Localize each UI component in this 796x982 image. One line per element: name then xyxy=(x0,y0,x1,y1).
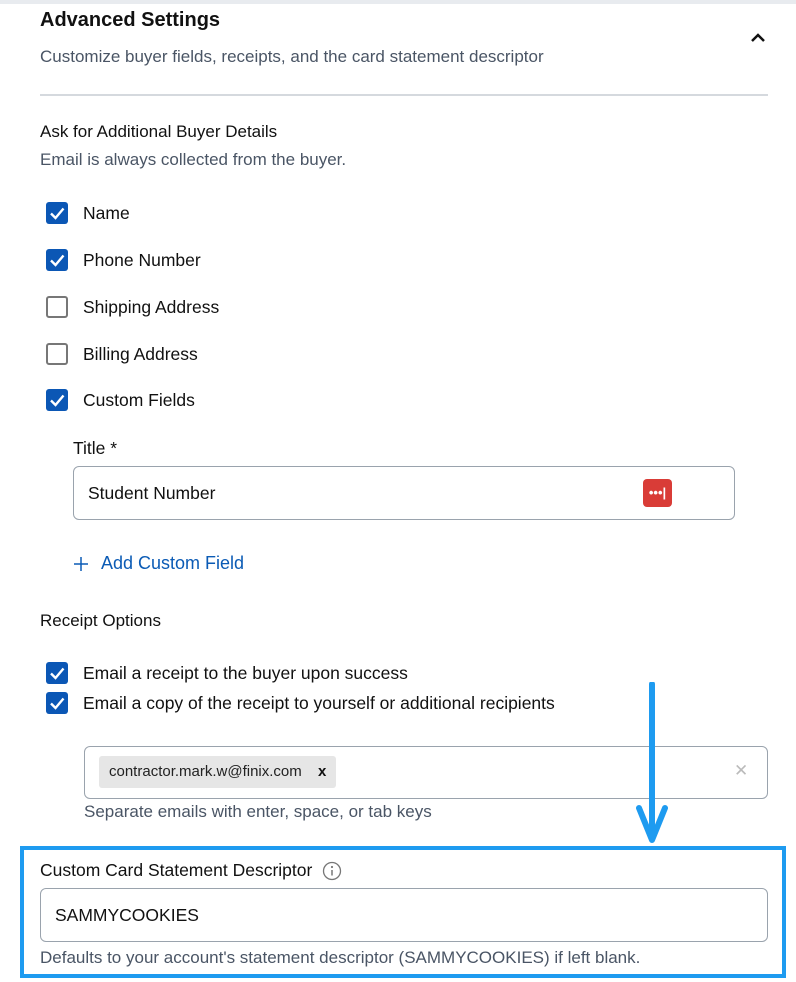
checkbox-checked-icon[interactable] xyxy=(46,692,68,714)
section-subtitle: Customize buyer fields, receipts, and the card statement descriptor xyxy=(40,47,544,66)
checkbox-checked-icon[interactable] xyxy=(46,202,68,224)
buyer-details-note: Email is always collected from the buyer. xyxy=(40,150,347,169)
section-title: Advanced Settings xyxy=(40,9,221,31)
descriptor-label: Custom Card Statement Descriptor xyxy=(40,860,313,880)
checkbox-name[interactable] xyxy=(46,202,130,224)
checkbox-label: Name xyxy=(83,202,130,223)
chip-remove-icon[interactable]: x xyxy=(317,763,327,780)
descriptor-value: SAMMYCOOKIES xyxy=(55,905,199,925)
checkbox-custom-fields[interactable] xyxy=(46,389,195,411)
checkbox-label: Email a receipt to the buyer upon success xyxy=(83,662,408,683)
checkbox-label: Billing Address xyxy=(83,343,198,364)
receipt-options-heading: Receipt Options xyxy=(40,611,161,630)
checkbox-checked-icon[interactable] xyxy=(46,249,68,271)
checkbox-label: Phone Number xyxy=(83,249,201,270)
checkbox-phone-number[interactable] xyxy=(46,249,201,271)
buyer-details-heading: Ask for Additional Buyer Details xyxy=(40,122,278,141)
descriptor-label-row xyxy=(40,860,342,881)
password-manager-icon[interactable]: •••| xyxy=(643,479,672,507)
checkbox-label: Shipping Address xyxy=(83,296,220,317)
emails-help-text: Separate emails with enter, space, or tab keys xyxy=(84,802,432,821)
checkbox-label: Email a copy of the receipt to yourself or additional recipients xyxy=(83,692,555,713)
custom-field-title-input[interactable] xyxy=(73,466,735,520)
email-chip-label: contractor.mark.w@finix.com xyxy=(109,763,302,780)
add-custom-field-button[interactable] xyxy=(73,553,244,574)
checkbox-billing-address[interactable] xyxy=(46,343,198,365)
divider xyxy=(40,94,768,96)
email-chip xyxy=(99,756,336,788)
checkbox-unchecked-icon[interactable] xyxy=(46,296,68,318)
info-icon[interactable] xyxy=(322,861,342,881)
checkbox-checked-icon[interactable] xyxy=(46,662,68,684)
descriptor-input[interactable] xyxy=(40,888,768,942)
checkbox-unchecked-icon[interactable] xyxy=(46,343,68,365)
descriptor-help-text: Defaults to your account's statement descriptor (SAMMYCOOKIES) if left blank. xyxy=(40,948,641,967)
add-custom-field-label: Add Custom Field xyxy=(101,553,245,573)
custom-field-title-label: Title * xyxy=(73,438,118,458)
top-border xyxy=(0,0,796,4)
annotation-arrow-icon xyxy=(636,682,668,846)
clear-all-icon[interactable]: ✕ xyxy=(734,761,749,780)
checkbox-checked-icon[interactable] xyxy=(46,389,68,411)
plus-icon xyxy=(73,556,89,572)
chevron-up-icon[interactable] xyxy=(748,28,768,48)
custom-field-title-value: Student Number xyxy=(88,483,216,503)
checkbox-email-a-receipt-to-the-buyer-upon-succes[interactable] xyxy=(46,662,408,684)
checkbox-email-a-copy-of-the-receipt-to-yourself-[interactable] xyxy=(46,692,555,714)
checkbox-shipping-address[interactable] xyxy=(46,296,219,318)
checkbox-label: Custom Fields xyxy=(83,389,195,410)
